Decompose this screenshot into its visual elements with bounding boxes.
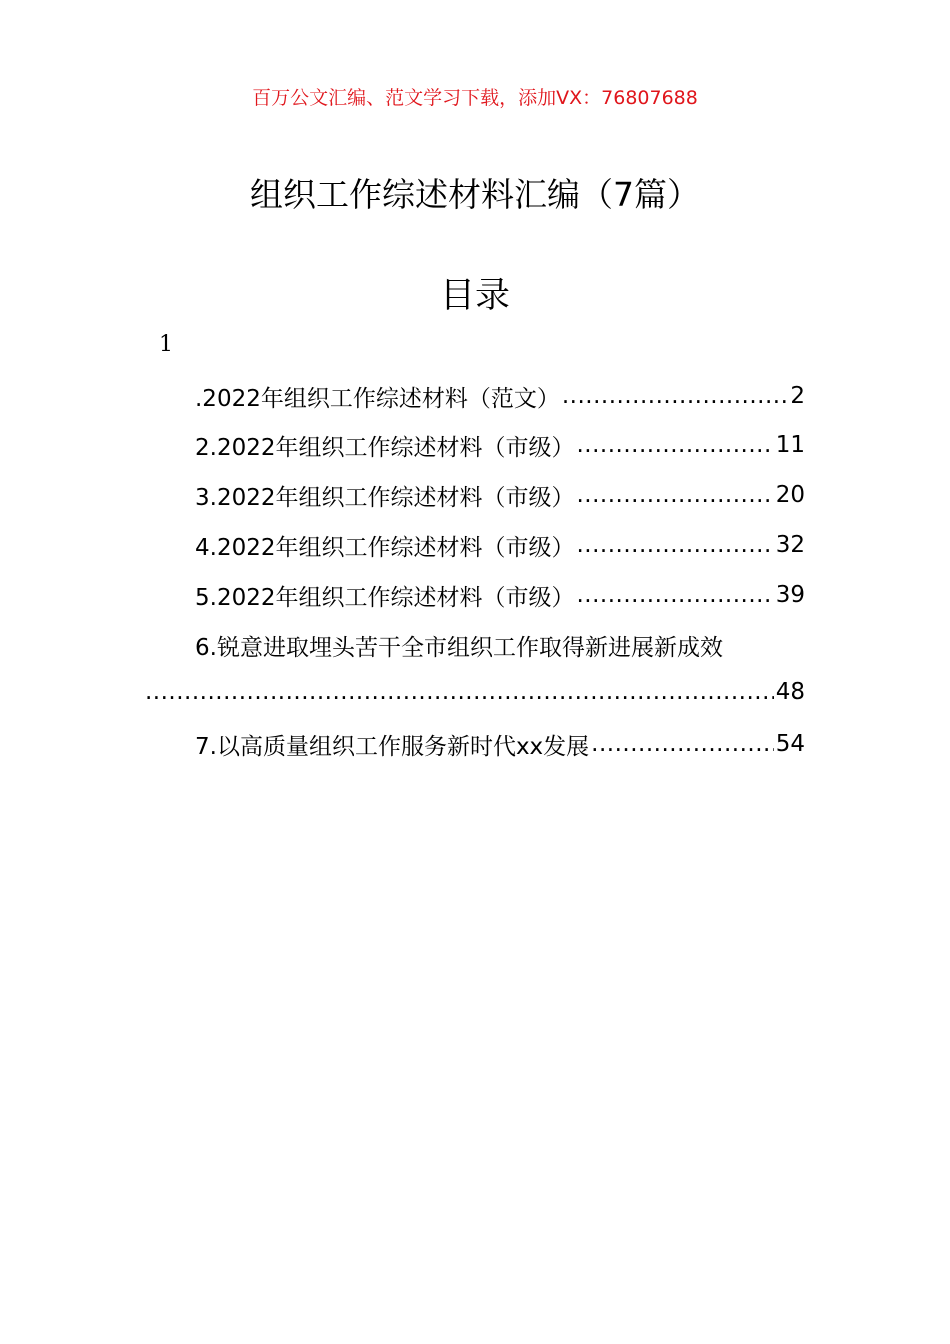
toc-entry-4[interactable] bbox=[195, 525, 805, 565]
toc-dot-leader bbox=[576, 532, 773, 558]
toc-page-number: 48 bbox=[775, 679, 805, 705]
toc-dot-leader bbox=[591, 731, 774, 757]
toc-entry-label: 6.锐意进取埋头苦干全市组织工作取得新进展新成效 bbox=[195, 634, 723, 661]
toc-entry-label: 3.2022年组织工作综述材料（市级） bbox=[195, 484, 575, 511]
document-title: 组织工作综述材料汇编（7篇） bbox=[250, 175, 700, 214]
toc-entry-5[interactable] bbox=[195, 575, 805, 615]
toc-entry-3[interactable] bbox=[195, 475, 805, 515]
toc-dot-leader bbox=[562, 383, 789, 409]
toc-entry-7[interactable] bbox=[195, 724, 805, 764]
toc-entry-label: 2.2022年组织工作综述材料（市级） bbox=[195, 434, 575, 461]
toc-page-number: 20 bbox=[775, 482, 805, 508]
toc-entry-1[interactable] bbox=[195, 376, 805, 416]
toc-page-number: 39 bbox=[775, 582, 805, 608]
promo-banner: 百万公文汇编、范文学习下载，添加VX：76807688 bbox=[252, 87, 698, 109]
stray-list-number: 1 bbox=[159, 332, 173, 357]
toc-entry-label: .2022年组织工作综述材料（范文） bbox=[195, 385, 560, 412]
toc-page-number: 2 bbox=[790, 383, 805, 409]
toc-heading: 目录 bbox=[439, 276, 510, 316]
toc-page-number: 54 bbox=[775, 731, 805, 757]
toc-page-number: 11 bbox=[775, 432, 805, 458]
toc-entry-label: 7.以高质量组织工作服务新时代xx发展 bbox=[195, 733, 590, 760]
toc-page-number: 32 bbox=[775, 532, 805, 558]
toc-dot-leader bbox=[576, 582, 773, 608]
toc-entry-6[interactable] bbox=[195, 625, 805, 665]
toc-entry-label: 4.2022年组织工作综述材料（市级） bbox=[195, 534, 575, 561]
toc-dot-leader bbox=[576, 432, 773, 458]
toc-entry-2[interactable] bbox=[195, 425, 805, 465]
toc-dot-leader bbox=[576, 482, 773, 508]
toc-entry-6-continuation[interactable] bbox=[145, 672, 805, 712]
toc-entry-label: 5.2022年组织工作综述材料（市级） bbox=[195, 584, 575, 611]
toc-dot-leader bbox=[145, 679, 774, 705]
